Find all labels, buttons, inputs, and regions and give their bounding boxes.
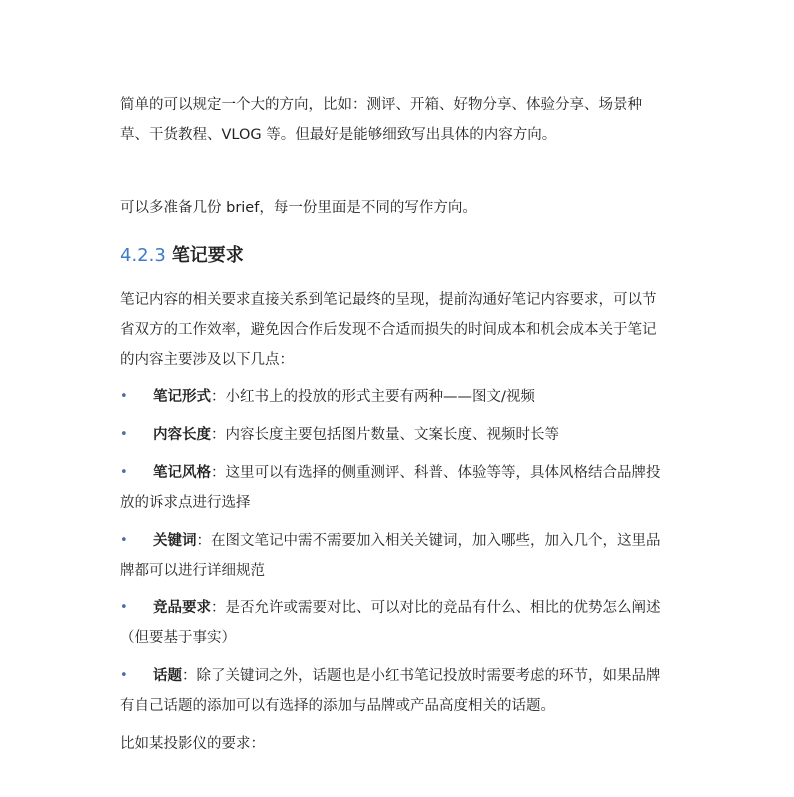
bullet-term: 笔记形式 <box>153 389 211 405</box>
bullet-item-topics <box>120 661 680 721</box>
bullet-term: 竞品要求 <box>153 600 211 616</box>
section-intro-paragraph <box>120 285 680 375</box>
bullet-text: ：内容长度主要包括图片数量、文案长度、视频时长等 <box>211 427 559 443</box>
bullet-text-wrap: 牌都可以进行详细规范 <box>120 563 265 579</box>
bullet-item-note-style <box>120 458 680 518</box>
section-intro-line-2: 省双方的工作效率，避免因合作后发现不合适而损失的时间成本和机会成本关于笔记 <box>120 322 657 338</box>
bullet-text-wrap: （但要基于事实） <box>120 630 236 646</box>
bullet-item-note-format <box>120 382 680 412</box>
intro-line-1: 简单的可以规定一个大的方向，比如：测评、开箱、好物分享、体验分享、场景种 <box>120 97 642 113</box>
bullet-dot: • <box>120 600 128 615</box>
section-intro-line-1: 笔记内容的相关要求直接关系到笔记最终的呈现，提前沟通好笔记内容要求，可以节 <box>120 292 657 308</box>
bullet-dot: • <box>120 668 128 683</box>
bullet-text-wrap: 放的诉求点进行选择 <box>120 495 251 511</box>
bullet-item-keywords <box>120 526 680 586</box>
intro-line-2: 草、干货教程、VLOG 等。但最好是能够细致写出具体的内容方向。 <box>120 127 557 143</box>
closing-line: 比如某投影仪的要求： <box>120 736 265 752</box>
bullet-text: ：除了关键词之外，话题也是小红书笔记投放时需要考虑的环节，如果品牌 <box>182 668 661 684</box>
bullet-text: ：小红书上的投放的形式主要有两种——图文/视频 <box>211 389 535 405</box>
bullet-term: 笔记风格 <box>153 465 211 481</box>
bullet-dot: • <box>120 465 128 480</box>
brief-note: 可以多准备几份 brief，每一份里面是不同的写作方向。 <box>120 200 477 216</box>
bullet-text-wrap: 有自己话题的添加可以有选择的添加与品牌或产品高度相关的话题。 <box>120 698 555 714</box>
bullet-item-competitor <box>120 593 680 653</box>
bullet-dot: • <box>120 389 128 404</box>
bullet-text: ：在图文笔记中需不需要加入相关关键词，加入哪些，加入几个，这里品 <box>196 533 661 549</box>
bullet-term: 内容长度 <box>153 427 211 443</box>
section-intro-line-3: 的内容主要涉及以下几点： <box>120 352 294 368</box>
intro-paragraph <box>120 90 680 150</box>
bullet-term: 关键词 <box>153 533 197 549</box>
bullet-dot: • <box>120 533 128 548</box>
section-number: 4.2.3 <box>120 245 166 266</box>
bullet-text: ：是否允许或需要对比、可以对比的竞品有什么、相比的优势怎么阐述 <box>211 600 661 616</box>
bullet-term: 话题 <box>153 668 182 684</box>
bullet-dot: • <box>120 427 128 442</box>
bullet-text: ：这里可以有选择的侧重测评、科普、体验等等，具体风格结合品牌投 <box>211 465 661 481</box>
section-title: 笔记要求 <box>171 245 244 266</box>
bullet-item-content-length <box>120 420 680 450</box>
section-heading <box>120 240 244 272</box>
